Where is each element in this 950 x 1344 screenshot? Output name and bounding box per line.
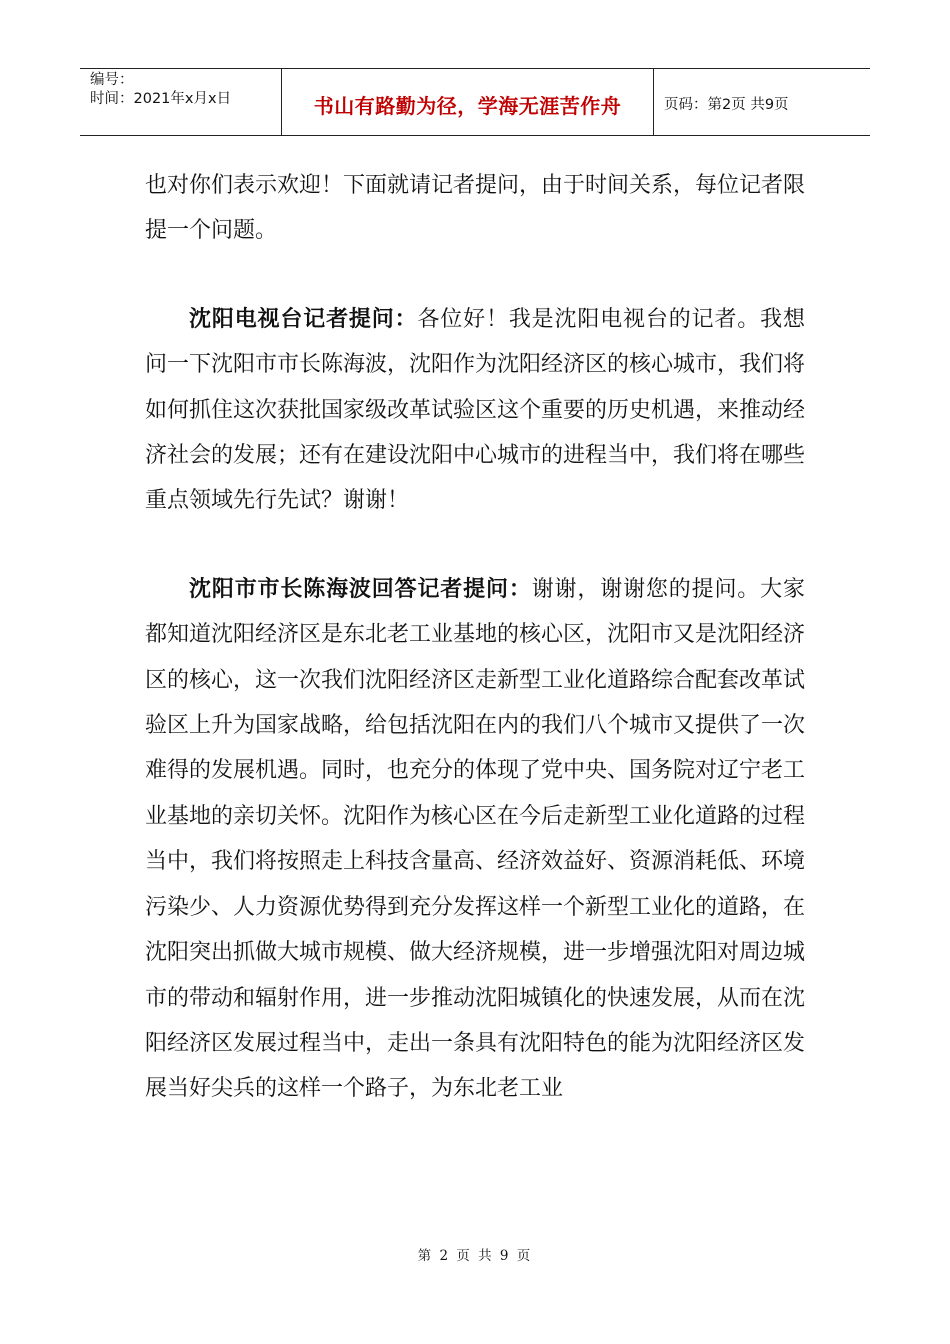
page-header bbox=[80, 68, 870, 136]
paragraph-answer bbox=[145, 567, 805, 1112]
answer-speaker: 沈阳市市长陈海波回答记者提问： bbox=[189, 576, 532, 602]
page-footer: 第 2 页 共 9 页 bbox=[417, 1248, 533, 1264]
answer-text: 谢谢，谢谢您的提问。大家都知道沈阳经济区是东北老工业基地的核心区，沈阳市又是沈阳经济区的核心，这一次我们沈阳经济区走新型工业化道路综合配套改革试验区上升为国家战略，给包括沈阳在内的我们八个城市又提供了一次难得的发展机遇。同时，也充分的体现了党中央、国务院对辽宁老工业基地的亲切关怀。沈阳作为核心区在今后走新型工业化道路的过程当中，我们将按照走上科技含量高、经济效益好、资源消耗低、环境污染少、人力资源优势得到充分发挥这样一个新型工业化的道路，在沈阳突出抓做大城市规模、做大经济规模，进一步增强沈阳对周边城市的带动和辐射作用，进一步推动沈阳城镇化的快速发展，从而在沈阳经济区发展过程当中，走出一条具有沈阳特色的能为沈阳经济区发展当好尖兵的这样一个路子，为东北老工业 bbox=[145, 576, 806, 1102]
number-label: 编号： bbox=[90, 72, 134, 88]
paragraph-intro: 也对你们表示欢迎！下面就请记者提问，由于时间关系，每位记者限提一个问题。 bbox=[145, 173, 806, 244]
time-label: 时间：2021年x月x日 bbox=[90, 91, 232, 107]
question-text: 各位好！我是沈阳电视台的记者。我想问一下沈阳市市长陈海波，沈阳作为沈阳经济区的核心城市，我们将如何抓住这次获批国家级改革试验区这个重要的历史机遇，来推动经济社会的发展；还有在建设沈阳中心城市的进程当中，我们将在哪些重点领域先行先试？谢谢！ bbox=[145, 306, 806, 514]
header-page-code-cell bbox=[654, 69, 870, 135]
document-body bbox=[145, 163, 805, 1112]
header-motto-cell bbox=[282, 69, 654, 135]
header-meta bbox=[80, 69, 282, 135]
page-code: 页码：第2页 共9页 bbox=[664, 96, 789, 113]
paragraph-question bbox=[145, 297, 805, 524]
question-speaker: 沈阳电视台记者提问： bbox=[189, 306, 418, 332]
motto: 书山有路勤为径，学海无涯苦作舟 bbox=[313, 93, 622, 118]
